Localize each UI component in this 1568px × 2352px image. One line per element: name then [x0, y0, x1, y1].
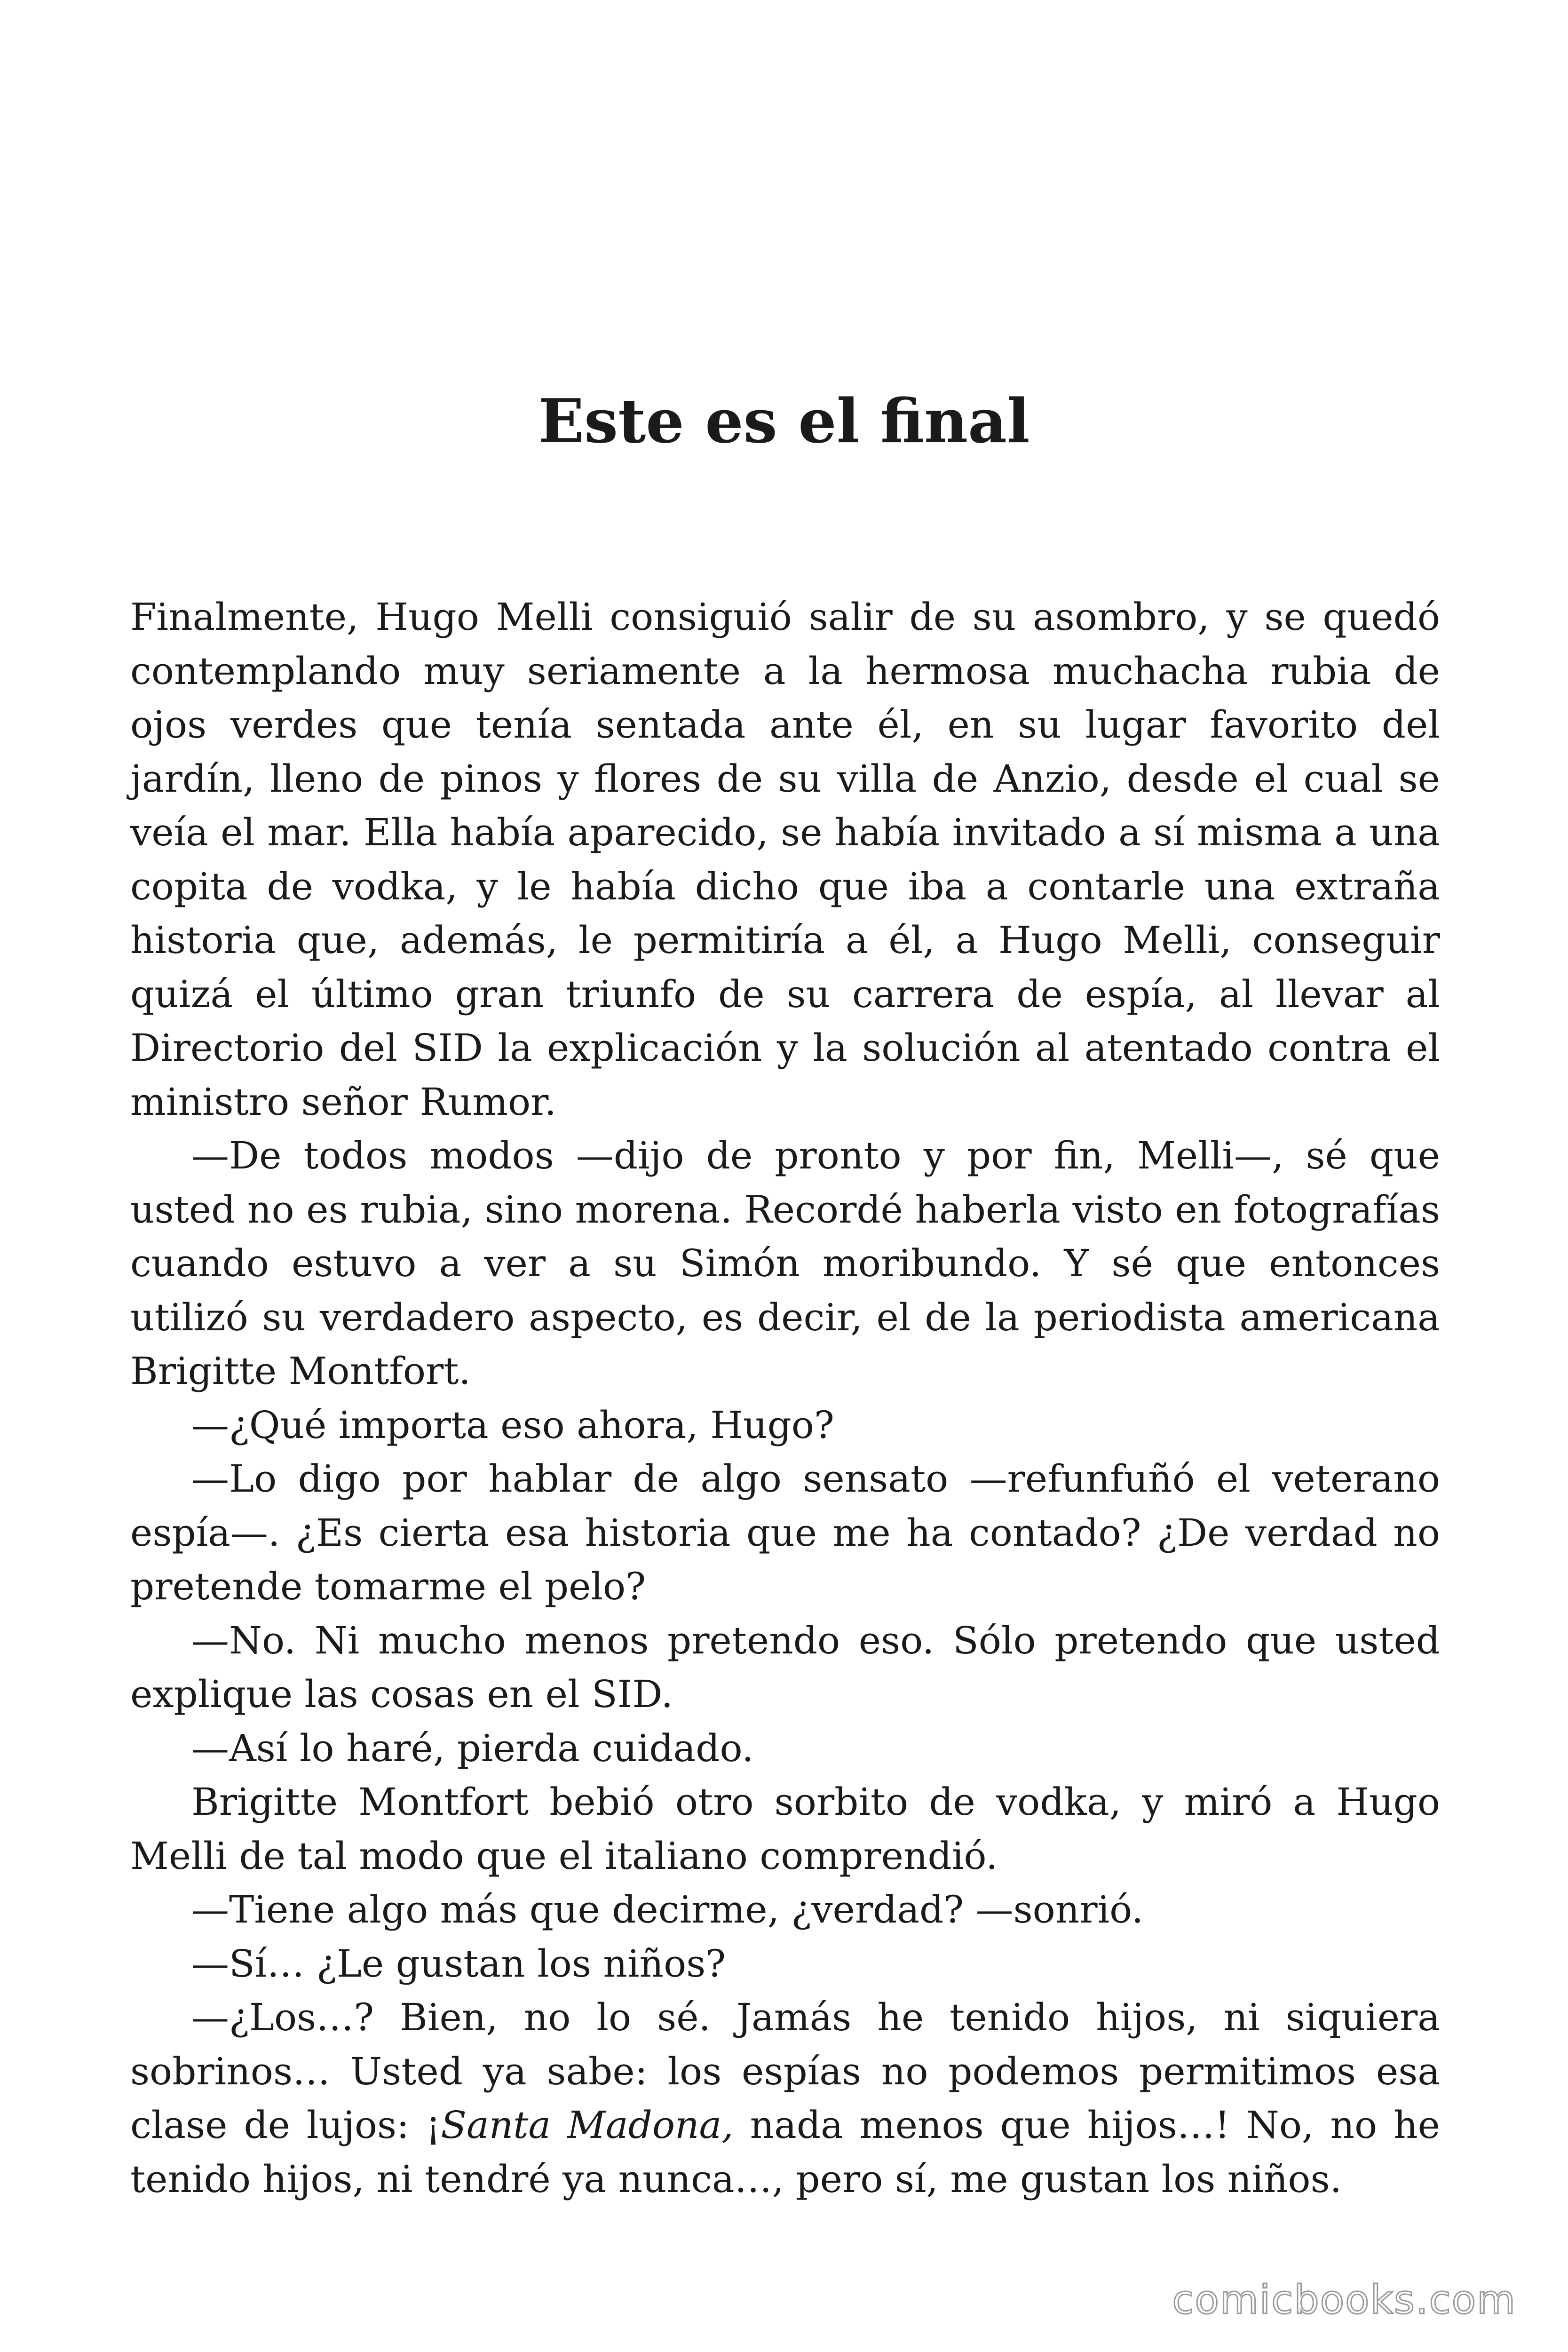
- italic-phrase: Santa Madona,: [441, 2103, 734, 2147]
- paragraph-2: —De todos modos —dijo de pronto y por fin, Melli—, sé que usted no es rubia, sino morena. Recordé haberla visto en fotografías cuando estuvo a ver a su Simón moribundo. Y sé que entonces utilizó su verdadero aspecto, es decir, el de la periodista americana Brigitte Montfort.: [130, 1134, 1440, 1393]
- watermark-text: comicbooks.com: [1172, 2277, 1516, 2323]
- paragraph-1: Finalmente, Hugo Melli consiguió salir de su asombro, y se quedó contemplando muy seriamente a la hermosa muchacha rubia de ojos verdes que tenía sentada ante él, en su lugar favorito del jardín, lleno de pinos y flores de su villa de Anzio, desde el cual se veía el mar. Ella había aparecido, se había invitado a sí misma a una copita de vodka, y le había dicho que iba a contarle una extraña historia que, además, le permitiría a él, a Hugo Melli, conseguir quizá el último gran triunfo de su carrera de espía, al llevar al Directorio del SID la explicación y la solución al atentado contra el ministro señor Rumor.: [130, 595, 1440, 1124]
- paragraph-9: —Sí… ¿Le gustan los niños?: [191, 1941, 726, 1986]
- chapter-body: [130, 590, 1440, 2206]
- paragraph-4: —Lo digo por hablar de algo sensato —refunfuñó el veterano espía—. ¿Es cierta esa historia que me ha contado? ¿De verdad no pretende tomarme el pelo?: [130, 1457, 1440, 1608]
- paragraph-3: —¿Qué importa eso ahora, Hugo?: [191, 1403, 834, 1447]
- paragraph-8: —Tiene algo más que decirme, ¿verdad? —sonrió.: [191, 1888, 1144, 1931]
- paragraph-10-end: nada menos que hijos…! No, no he tenido hijos, ni tendré ya nunca…, pero sí, me gustan los niños.: [130, 2103, 1441, 2201]
- paragraph-10: [130, 1991, 1440, 2206]
- paragraph-7: Brigitte Montfort bebió otro sorbito de vodka, y miró a Hugo Melli de tal modo que el italiano comprendió.: [130, 1780, 1440, 1878]
- paragraph-5: —No. Ni mucho menos pretendo eso. Sólo pretendo que usted explique las cosas en el SID.: [130, 1618, 1440, 1716]
- chapter-title: Este es el final: [538, 386, 1030, 457]
- paragraph-10-start: —¿Los…? Bien, no lo sé. Jamás he tenido hijos, ni siquiera sobrinos… Usted ya sabe: los espías no podemos permitimos esa clase de lujos: ¡: [130, 1995, 1440, 2147]
- paragraph-6: —Así lo haré, pierda cuidado.: [191, 1726, 754, 1770]
